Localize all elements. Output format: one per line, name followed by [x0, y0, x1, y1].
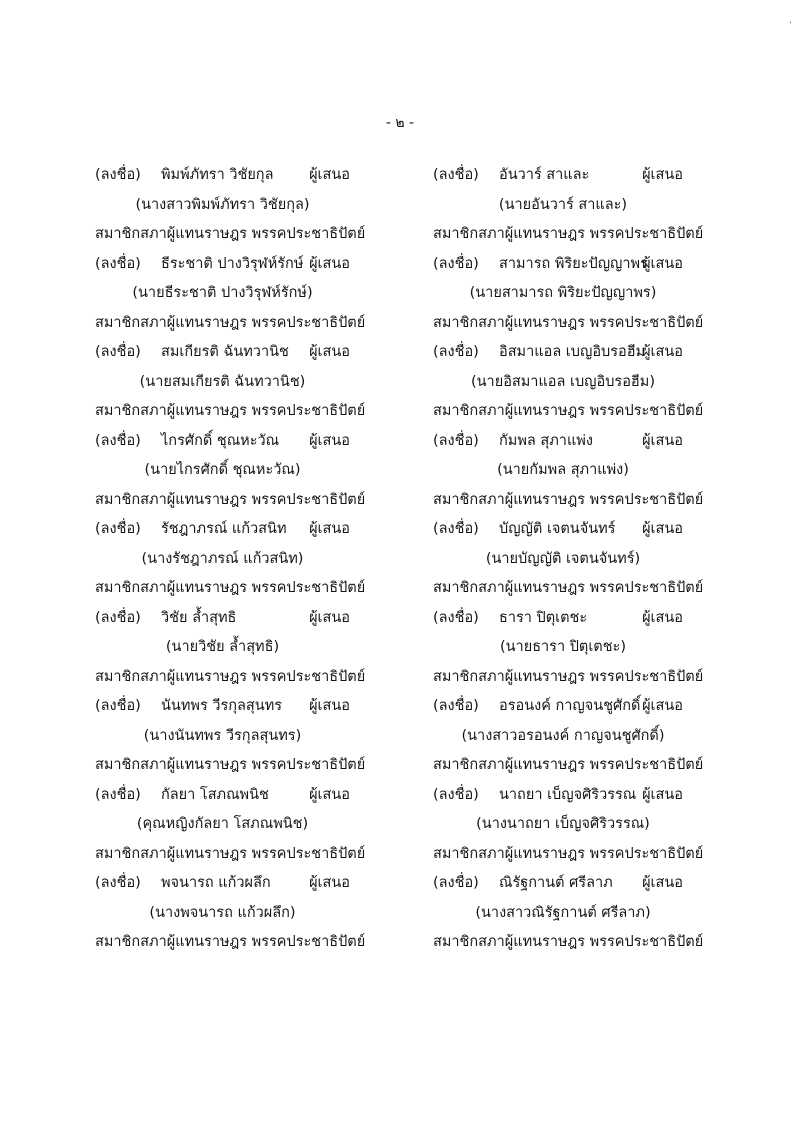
proposer-label: ผู้เสนอ [642, 875, 683, 891]
signatory-entry [433, 604, 713, 693]
affiliation: สมาชิกสภาผู้แทนราษฎร พรรคประชาธิปัตย์ [433, 934, 704, 950]
affiliation: สมาชิกสภาผู้แทนราษฎร พรรคประชาธิปัตย์ [95, 757, 366, 773]
sign-prefix: (ลงชื่อ) [433, 609, 479, 626]
signature-name: อันวาร์ สาและ [499, 167, 590, 183]
full-name: (นางนาถยา เบ็ญจศิริวรรณ) [476, 816, 650, 832]
signature-line [433, 161, 713, 191]
proposer-label: ผู้เสนอ [642, 786, 683, 803]
sign-prefix: (ลงชื่อ) [433, 786, 479, 803]
affiliation: สมาชิกสภาผู้แทนราษฎร พรรคประชาธิปัตย์ [433, 668, 704, 685]
proposer-label: ผู้เสนอ [309, 609, 350, 626]
affiliation: สมาชิกสภาผู้แทนราษฎร พรรคประชาธิปัตย์ [95, 403, 366, 419]
signatory-entry [433, 338, 713, 427]
affiliation: สมาชิกสภาผู้แทนราษฎร พรรคประชาธิปัตย์ [433, 314, 704, 331]
signature-line [433, 604, 713, 634]
sign-prefix: (ลงชื่อ) [95, 698, 141, 714]
sign-prefix: (ลงชื่อ) [433, 875, 479, 891]
signature-line [95, 161, 370, 191]
full-name: (นางพจนารถ แก้วผลึก) [149, 904, 296, 921]
proposer-label: ผู้เสนอ [309, 344, 350, 360]
signature-name: อรอนงค์ กาญจนชูศักดิ์ [499, 698, 641, 714]
signature-name: ณิรัฐกานต์ ศรีลาภ [499, 875, 613, 891]
signatory-entry [433, 515, 713, 604]
signatory-entry [95, 604, 370, 693]
affiliation: สมาชิกสภาผู้แทนราษฎร พรรคประชาธิปัตย์ [95, 491, 366, 508]
affiliation: สมาชิกสภาผู้แทนราษฎร พรรคประชาธิปัตย์ [95, 314, 366, 331]
signature-name: สมเกียรติ ฉันทวานิช [161, 344, 289, 360]
left-signatory-column [95, 161, 370, 958]
sign-prefix: (ลงชื่อ) [95, 875, 141, 891]
full-name: (นายไกรศักดิ์ ชุณหะวัณ) [144, 462, 301, 478]
signature-name: บัญญัติ เจตนจันทร์ [499, 521, 616, 537]
signature-line [95, 604, 370, 634]
signatory-entry [95, 250, 370, 339]
sign-prefix: (ลงชื่อ) [433, 167, 479, 183]
affiliation: สมาชิกสภาผู้แทนราษฎร พรรคประชาธิปัตย์ [433, 226, 704, 242]
signature-line [95, 250, 370, 280]
sign-prefix: (ลงชื่อ) [433, 432, 479, 449]
signature-line [95, 692, 370, 722]
signature-name: นันทพร วีรกุลสุนทร [161, 698, 283, 714]
signature-line [95, 515, 370, 545]
affiliation: สมาชิกสภาผู้แทนราษฎร พรรคประชาธิปัตย์ [433, 580, 704, 596]
signature-name: สามารถ พิริยะปัญญาพร [499, 255, 648, 272]
proposer-label: ผู้เสนอ [642, 255, 683, 272]
proposer-label: ผู้เสนอ [309, 167, 350, 183]
signature-line [433, 515, 713, 545]
signature-name: กัลยา โสภณพนิช [161, 786, 269, 803]
sign-prefix: (ลงชื่อ) [95, 609, 141, 626]
signatory-entry [95, 427, 370, 516]
full-name: (นายวิชัย ล้ำสุทธิ) [165, 639, 280, 655]
signatory-entry [433, 692, 713, 781]
full-name: (นายสามารถ พิริยะปัญญาพร) [469, 285, 657, 301]
signature-line [433, 869, 713, 899]
sign-prefix: (ลงชื่อ) [95, 167, 141, 183]
signature-name: อิสมาแอล เบญอิบรอฮีม [499, 344, 646, 360]
sign-prefix: (ลงชื่อ) [433, 698, 479, 714]
sign-prefix: (ลงชื่อ) [95, 344, 141, 360]
proposer-label: ผู้เสนอ [642, 521, 683, 537]
proposer-label: ผู้เสนอ [309, 521, 350, 537]
affiliation: สมาชิกสภาผู้แทนราษฎร พรรคประชาธิปัตย์ [95, 934, 366, 950]
signature-name: พิมพ์ภัทรา วิชัยกุล [161, 167, 274, 183]
signatory-entry [95, 869, 370, 958]
affiliation: สมาชิกสภาผู้แทนราษฎร พรรคประชาธิปัตย์ [433, 491, 704, 508]
sign-prefix: (ลงชื่อ) [95, 255, 141, 272]
proposer-label: ผู้เสนอ [642, 698, 683, 714]
signatory-entry [95, 781, 370, 870]
proposer-label: ผู้เสนอ [309, 698, 350, 714]
signature-name: พจนารถ แก้วผลึก [161, 875, 271, 891]
signature-line [95, 781, 370, 811]
signature-line [433, 250, 713, 280]
signature-line [433, 692, 713, 722]
signatory-entry [433, 869, 713, 958]
affiliation: สมาชิกสภาผู้แทนราษฎร พรรคประชาธิปัตย์ [433, 845, 704, 862]
affiliation: สมาชิกสภาผู้แทนราษฎร พรรคประชาธิปัตย์ [95, 845, 366, 862]
signatory-entry [95, 515, 370, 604]
scan-edge-mark: · [788, 18, 792, 29]
full-name: (นายธารา ปิตุเตชะ) [499, 639, 627, 655]
sign-prefix: (ลงชื่อ) [95, 521, 141, 537]
signature-line [433, 427, 713, 457]
full-name: (นางรัชฎาภรณ์ แก้วสนิท) [141, 550, 304, 567]
proposer-label: ผู้เสนอ [642, 167, 683, 183]
signature-line [95, 869, 370, 899]
sign-prefix: (ลงชื่อ) [433, 521, 479, 537]
sign-prefix: (ลงชื่อ) [95, 786, 141, 803]
signature-name: ธารา ปิตุเตชะ [499, 609, 588, 626]
proposer-label: ผู้เสนอ [309, 786, 350, 803]
full-name: (นายอันวาร์ สาและ) [498, 196, 628, 213]
sign-prefix: (ลงชื่อ) [95, 432, 141, 449]
signature-line [433, 781, 713, 811]
proposer-label: ผู้เสนอ [642, 344, 683, 360]
affiliation: สมาชิกสภาผู้แทนราษฎร พรรคประชาธิปัตย์ [95, 668, 366, 685]
proposer-label: ผู้เสนอ [642, 432, 683, 449]
signature-name: ไกรศักดิ์ ชุณหะวัณ [161, 432, 280, 449]
signatory-entry [95, 161, 370, 250]
full-name: (นางนันทพร วีรกุลสุนทร) [143, 727, 302, 744]
full-name: (นางสาวณิรัฐกานต์ ศรีลาภ) [475, 904, 651, 921]
proposer-label: ผู้เสนอ [642, 609, 683, 626]
signature-name: นาถยา เบ็ญจศิริวรรณ [499, 786, 637, 803]
proposer-label: ผู้เสนอ [309, 255, 350, 272]
signatory-entry [433, 427, 713, 516]
full-name: (นางสาวอรอนงค์ กาญจนชูศักดิ์) [461, 727, 665, 744]
signature-name: รัชฎาภรณ์ แก้วสนิท [161, 521, 287, 537]
affiliation: สมาชิกสภาผู้แทนราษฎร พรรคประชาธิปัตย์ [95, 580, 366, 596]
sign-prefix: (ลงชื่อ) [433, 344, 479, 360]
full-name: (นายอิสมาแอล เบญอิบรอฮีม) [470, 373, 655, 390]
proposer-label: ผู้เสนอ [309, 875, 350, 891]
signature-name: ธีระชาติ ปางวิรุฬห์รักษ์ [161, 255, 304, 272]
signatory-entry [433, 250, 713, 339]
full-name: (นายธีระชาติ ปางวิรุฬห์รักษ์) [132, 285, 313, 301]
signatory-entry [95, 692, 370, 781]
full-name: (คุณหญิงกัลยา โสภณพนิช) [136, 816, 309, 832]
signature-name: กัมพล สุภาแพ่ง [499, 432, 593, 449]
full-name: (นางสาวพิมพ์ภัทรา วิชัยกุล) [135, 196, 310, 213]
full-name: (นายกัมพล สุภาแพ่ง) [497, 462, 629, 478]
full-name: (นายบัญญัติ เจตนจันทร์) [485, 550, 641, 567]
affiliation: สมาชิกสภาผู้แทนราษฎร พรรคประชาธิปัตย์ [433, 757, 704, 773]
affiliation: สมาชิกสภาผู้แทนราษฎร พรรคประชาธิปัตย์ [433, 403, 704, 419]
signatory-entry [433, 781, 713, 870]
signatory-entry [95, 338, 370, 427]
signature-line [95, 427, 370, 457]
signature-line [95, 338, 370, 368]
page-number: - ๒ - [385, 115, 415, 131]
full-name: (นายสมเกียรติ ฉันทวานิช) [139, 373, 306, 390]
affiliation: สมาชิกสภาผู้แทนราษฎร พรรคประชาธิปัตย์ [95, 226, 366, 242]
proposer-label: ผู้เสนอ [309, 432, 350, 449]
sign-prefix: (ลงชื่อ) [433, 255, 479, 272]
signature-line [433, 338, 713, 368]
signatory-entry [433, 161, 713, 250]
signature-name: วิชัย ล้ำสุทธิ [161, 609, 237, 626]
right-signatory-column [433, 161, 713, 958]
